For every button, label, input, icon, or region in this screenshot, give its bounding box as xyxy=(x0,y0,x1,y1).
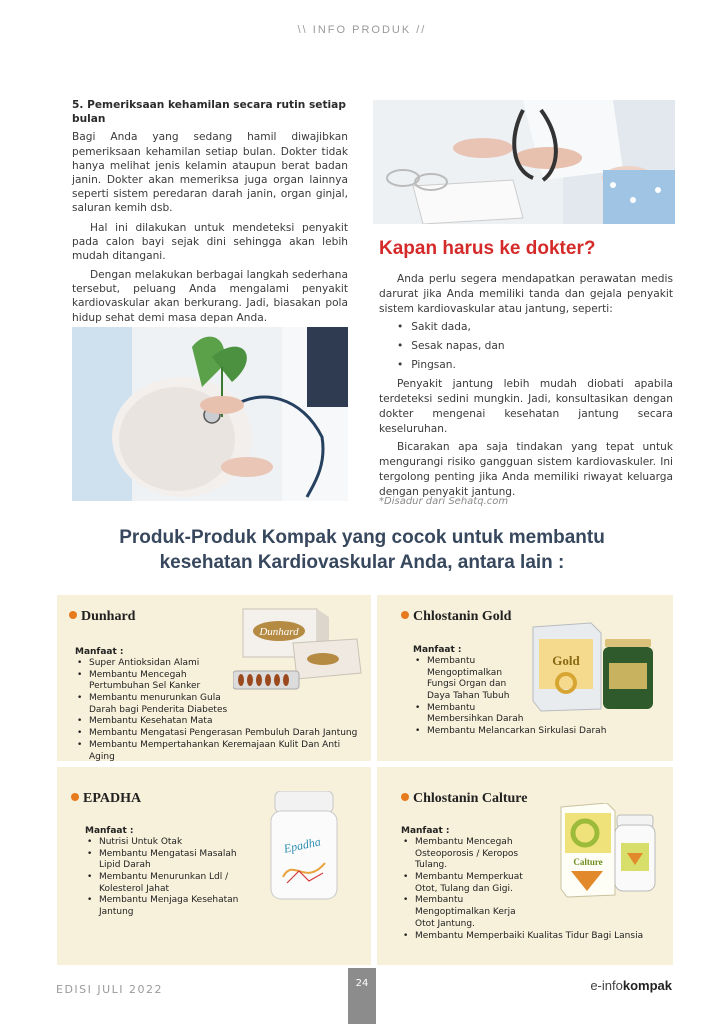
list-item: • Membantu Mempertahankan Keremajaan Kulit Dan Anti Aging xyxy=(75,740,367,763)
symptom-list xyxy=(397,320,673,373)
orange-dot-icon xyxy=(71,793,79,801)
when-to-see-doctor-heading: Kapan harus ke dokter? xyxy=(379,238,596,259)
list-item: • Super Antioksidan Alami xyxy=(75,658,367,670)
orange-dot-icon xyxy=(401,793,409,801)
page-header: \\ INFO PRODUK // xyxy=(297,24,427,36)
packaging-label: Epadha xyxy=(282,834,322,856)
product-card-chlostanin-calture xyxy=(377,767,673,965)
list-item: • Membantu Melancarkan Sirkulasi Darah xyxy=(413,726,663,738)
source-note: *Disadur dari Sehatq.com xyxy=(379,496,509,507)
list-item: • Membantu Mengoptimalkan Kerja Otot Jantung. xyxy=(401,895,521,930)
list-item: • Membantu Mengatasi Masalah Lipid Darah xyxy=(85,849,245,872)
list-item: • Membantu Mencegah Osteoporosis / Keropos Tulang. xyxy=(401,837,529,872)
brand-logo xyxy=(590,978,672,993)
manfaat-label: Manfaat : xyxy=(413,645,462,655)
doctor-consultation-photo xyxy=(373,100,675,224)
product-card-dunhard xyxy=(57,595,371,761)
brand-bold: kompak xyxy=(622,978,672,993)
product-name: Dunhard xyxy=(81,609,136,624)
list-item: • Membantu Mengatasi Pengerasan Pembuluh Darah Jantung xyxy=(75,728,367,740)
section-heading: 5. Pemeriksaan kehamilan secara rutin setiap bulan xyxy=(72,99,346,126)
benefit-list xyxy=(413,656,663,738)
list-item: • Membantu Mencegah Pertumbuhan Sel Kanker xyxy=(75,670,230,693)
product-name: Chlostanin Gold xyxy=(413,609,512,624)
paragraph: Anda perlu segera mendapatkan perawatan medis darurat jika Anda memiliki tanda dan gejala penyakit sistem kardiovaskular atau jantung, seperti: xyxy=(379,272,673,316)
products-section-title xyxy=(40,526,684,575)
list-item: • Membantu Kesehatan Mata xyxy=(75,716,367,728)
product-card-epadha xyxy=(57,767,371,965)
products-title-line-1: Produk-Produk Kompak yang cocok untuk membantu xyxy=(119,527,605,548)
manfaat-label: Manfaat : xyxy=(75,647,124,657)
packaging-label: Dunhard xyxy=(259,626,299,638)
list-item: • Membantu menurunkan Gula Darah bagi Penderita Diabetes xyxy=(75,693,235,716)
benefit-list xyxy=(75,658,367,763)
list-item: • Pingsan. xyxy=(397,358,673,373)
product-name: Chlostanin Calture xyxy=(413,791,528,806)
list-item: • Membantu Memperbaiki Kualitas Tidur Bagi Lansia xyxy=(401,931,669,943)
edition-label: EDISI JULI 2022 xyxy=(56,983,164,996)
list-item: • Membantu Menurunkan Ldl / Kolesterol Jahat xyxy=(85,872,235,895)
manfaat-label: Manfaat : xyxy=(401,826,450,836)
paragraph: Bagi Anda yang sedang hamil diwajibkan pemeriksaan kehamilan setiap bulan. Dokter tidak hanya melihat jenis kelamin ataupun berat badan janin. Dokter akan memeriksa juga organ lainnya seperti sistem peredaran darah janin, organ ginjal, saluran kemih dsb. xyxy=(72,131,348,215)
right-article-column xyxy=(379,236,673,503)
packaging-label: Calture xyxy=(573,857,603,867)
benefit-list xyxy=(85,837,265,919)
packaging-label: Gold xyxy=(552,653,580,668)
paragraph: Hal ini dilakukan untuk mendeteksi penyakit pada calon bayi sejak dini sehingga akan lebih mudah ditangani. xyxy=(72,221,348,262)
list-item: • Sakit dada, xyxy=(397,320,673,335)
products-title-line-2: kesehatan Kardiovaskular Anda, antara lain : xyxy=(159,551,565,573)
benefit-list xyxy=(401,837,669,942)
list-item: • Nutrisi Untuk Otak xyxy=(85,837,265,849)
left-article-column xyxy=(72,98,348,330)
orange-dot-icon xyxy=(69,611,77,619)
list-item: • Membantu Memperkuat Otot, Tulang dan Gigi. xyxy=(401,872,533,895)
paragraph: Penyakit jantung lebih mudah diobati apabila terdeteksi sedini mungkin. Jadi, konsultasikan dengan dokter mengenai kesehatan jantung secara keseluruhan. xyxy=(379,378,673,436)
orange-dot-icon xyxy=(401,611,409,619)
product-name: EPADHA xyxy=(83,791,142,806)
manfaat-label: Manfaat : xyxy=(85,826,134,836)
brand-prefix: e-info xyxy=(590,978,623,993)
list-item: • Membantu Menjaga Kesehatan Jantung xyxy=(85,895,245,918)
page-number: 24 xyxy=(348,968,376,1024)
pregnancy-checkup-photo xyxy=(72,327,348,501)
paragraph: Bicarakan apa saja tindakan yang tepat untuk mengurangi risiko gangguan sistem kardiovaskuler. Ini tergolong penting jika Anda memiliki riwayat keluarga dengan penyakit jantung. xyxy=(379,441,673,499)
list-item: • Membantu Membersihkan Darah xyxy=(413,703,525,726)
list-item: • Membantu Mengoptimalkan Fungsi Organ dan Daya Tahan Tubuh xyxy=(413,656,525,703)
list-item: • Sesak napas, dan xyxy=(397,339,673,354)
paragraph: Dengan melakukan berbagai langkah sederhana tersebut, peluang Anda mengalami penyakit kardiovaskular akan berkurang. Jadi, biasakan pola hidup sehat demi masa depan Anda. xyxy=(72,269,348,324)
epadha-product-image xyxy=(269,791,339,901)
product-card-chlostanin-gold xyxy=(377,595,673,761)
